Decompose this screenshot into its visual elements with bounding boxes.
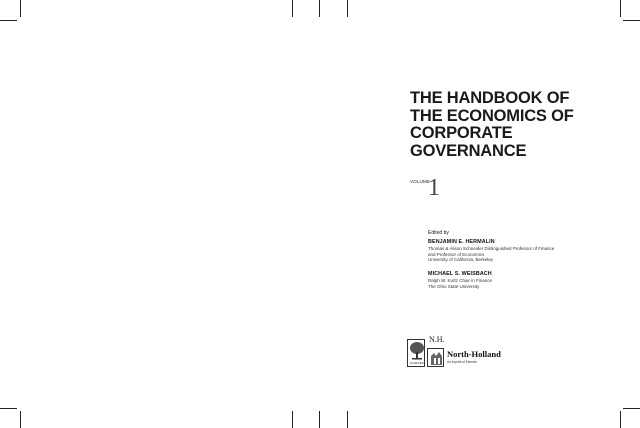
title-line: CORPORATE [410, 124, 513, 142]
crop-mark [620, 411, 621, 428]
publisher-logos [407, 335, 527, 375]
crop-mark [620, 0, 621, 17]
editor-affiliation: Ralph W. Kurtz Chair in Finance [428, 278, 493, 283]
crop-mark [623, 408, 640, 409]
editor-name: BENJAMIN E. HERMALIN [428, 239, 495, 245]
crop-mark [623, 20, 640, 21]
editor-name: MICHAEL S. WEISBACH [428, 271, 492, 277]
publisher-subtitle: An imprint of Elsevier [447, 360, 478, 364]
crop-mark [319, 0, 320, 17]
crop-mark [347, 0, 348, 17]
crop-mark [0, 408, 17, 409]
title-line: THE ECONOMICS OF [410, 106, 574, 125]
volume-number: 1 [428, 175, 440, 201]
edited-by-label: Edited by [428, 230, 449, 236]
editor-affiliation: The Ohio State University [428, 283, 480, 289]
title-line: THE HANDBOOK OF [410, 89, 570, 107]
editor-affiliation: University of California, Berkeley [428, 257, 494, 263]
publisher-name: North-Holland [447, 349, 501, 359]
editor-affiliation: Thomas & Alison Schneider Distinguished Professor of Finance [428, 246, 555, 251]
crop-mark [292, 411, 293, 428]
editor-block [428, 271, 492, 289]
book-title [410, 90, 574, 160]
crop-mark [0, 20, 17, 21]
crop-mark [292, 0, 293, 17]
crop-mark [319, 411, 320, 428]
crop-mark [347, 411, 348, 428]
volume-label: VOLUME [410, 179, 431, 184]
emblem-icon [429, 350, 444, 367]
crop-mark [20, 0, 21, 17]
crop-mark [20, 411, 21, 428]
elsevier-wordmark: ELSEVIER [410, 362, 424, 365]
elsevier-logo [407, 339, 425, 367]
nh-mark: N.H. [429, 335, 445, 344]
tree-icon [409, 341, 425, 361]
editor-affiliation: and Professor of Economics [428, 251, 485, 257]
editor-block [428, 239, 554, 263]
title-line: GOVERNANCE [410, 141, 527, 160]
nh-emblem [427, 348, 444, 367]
